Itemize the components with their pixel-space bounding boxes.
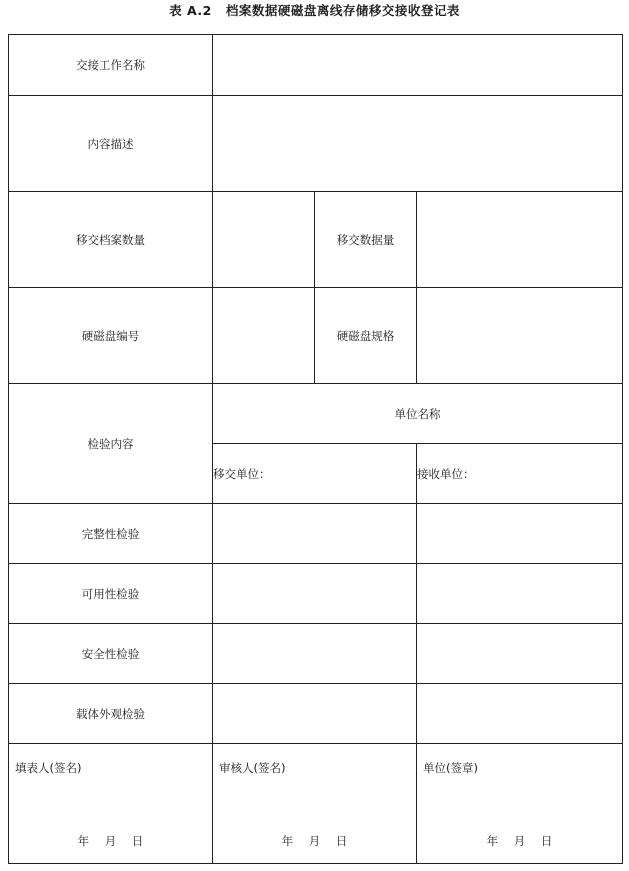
label-description: 内容描述 (9, 96, 213, 192)
cell-transfer-data-amount-value[interactable] (417, 192, 623, 288)
row-work-name (9, 35, 623, 96)
label-transfer-count: 移交档案数量 (9, 192, 213, 288)
label-unit-name: 单位名称 (213, 384, 623, 444)
cell-security-transfer[interactable] (213, 624, 417, 684)
cell-usability-transfer[interactable] (213, 564, 417, 624)
label-reviewer-signature: 审核人(签名) (219, 761, 286, 775)
row-unit-name (9, 384, 623, 444)
row-transfer-count (9, 192, 623, 288)
row-carrier-check (9, 684, 623, 744)
row-signatures (9, 744, 623, 864)
label-security-check: 安全性检验 (9, 624, 213, 684)
table-number: 表 A.2 (169, 3, 212, 18)
cell-usability-receive[interactable] (417, 564, 623, 624)
registration-form-table (8, 34, 623, 864)
row-description (9, 96, 623, 192)
row-integrity-check (9, 504, 623, 564)
cell-disk-number-value[interactable] (213, 288, 315, 384)
date-filler: 年 月 日 (77, 834, 144, 848)
label-receive-unit: 接收单位： (417, 444, 623, 504)
date-unit-seal: 年 月 日 (486, 834, 553, 848)
label-filler-signature: 填表人(签名) (15, 761, 82, 775)
cell-integrity-receive[interactable] (417, 504, 623, 564)
row-usability-check (9, 564, 623, 624)
label-transfer-data-amount: 移交数据量 (315, 192, 417, 288)
cell-unit-seal[interactable] (417, 744, 623, 864)
cell-filler-signature[interactable] (9, 744, 213, 864)
label-usability-check: 可用性检验 (9, 564, 213, 624)
row-security-check (9, 624, 623, 684)
cell-work-name-value[interactable] (213, 35, 623, 96)
label-inspection-content: 检验内容 (9, 384, 213, 504)
cell-security-receive[interactable] (417, 624, 623, 684)
label-work-name: 交接工作名称 (9, 35, 213, 96)
label-unit-seal: 单位(签章) (423, 761, 478, 775)
cell-carrier-receive[interactable] (417, 684, 623, 744)
row-disk-number (9, 288, 623, 384)
table-title-text: 档案数据硬磁盘离线存储移交接收登记表 (225, 3, 460, 18)
table-title (0, 2, 629, 20)
cell-carrier-transfer[interactable] (213, 684, 417, 744)
label-disk-number: 硬磁盘编号 (9, 288, 213, 384)
label-transfer-unit: 移交单位： (213, 444, 417, 504)
cell-reviewer-signature[interactable] (213, 744, 417, 864)
label-disk-spec: 硬磁盘规格 (315, 288, 417, 384)
cell-transfer-count-value[interactable] (213, 192, 315, 288)
cell-integrity-transfer[interactable] (213, 504, 417, 564)
cell-description-value[interactable] (213, 96, 623, 192)
date-reviewer: 年 月 日 (281, 834, 348, 848)
cell-disk-spec-value[interactable] (417, 288, 623, 384)
label-carrier-check: 载体外观检验 (9, 684, 213, 744)
label-integrity-check: 完整性检验 (9, 504, 213, 564)
